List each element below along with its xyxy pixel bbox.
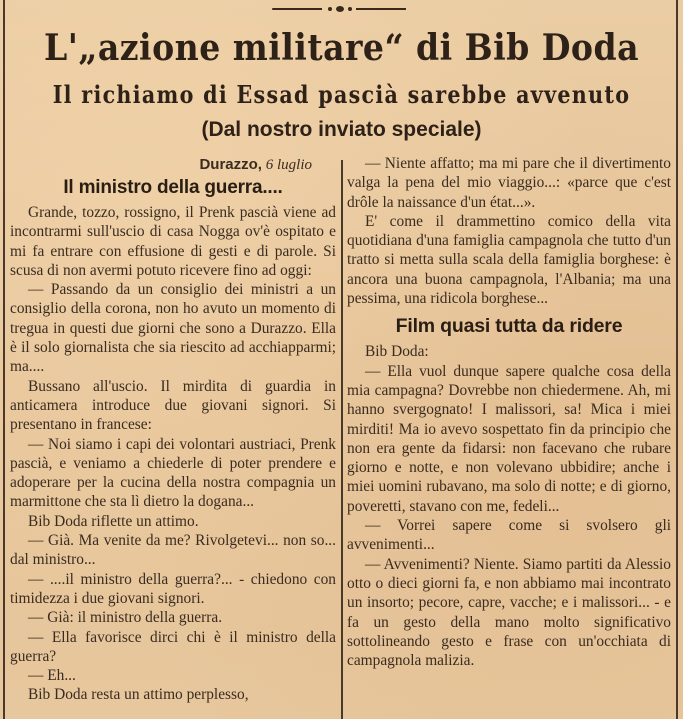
paragraph: — Eh... [28, 667, 76, 685]
paragraph: — Già. Ma venite da me? Rivolgetevi... non so... dal ministro... [10, 532, 336, 569]
article-headline: L'„azione militare“ di Bib Doda [44, 27, 639, 69]
dateline-date: 6 luglio [265, 157, 312, 173]
paragraph: — Passando da un consiglio dei ministri a un consiglio della corona, non ho avuto un momento di tregua in questi due giorni che sono a Durazzo. Ella è il solo giornalista che sia riescito ad acchiapparmi; ma.... [10, 281, 336, 376]
ornament-divider-icon [272, 6, 406, 12]
article-subheadline: Il richiamo di Essad pascià sarebbe avvenuto [52, 80, 631, 109]
left-column-rule [3, 0, 5, 719]
right-column [347, 154, 671, 670]
paragraph: — Noi siamo i capi dei volontari austriaci, Prenk pascià, e veniamo a chiederle di poter prendere e adoperare per la cucina della nostra compagnia un marmittone che sta lì dietro la dogana... [10, 435, 336, 511]
dateline-place: Durazzo, [199, 156, 262, 173]
paragraph: Bib Doda: [365, 343, 429, 361]
paragraph: E' come il drammettino comico della vita quotidiana d'una famiglia campagnola che tutto d'un tratto si metta sulla scala della famiglia borghese: è ancora una buona campagnola, l'Albania; ma una pessima, una ridicola borghese... [347, 212, 671, 308]
article-byline: (Dal nostro inviato speciale) [201, 118, 482, 141]
section-title-film: Film quasi tutta da ridere [395, 315, 623, 338]
paragraph: Bussano all'uscio. Il mirdita di guardia in anticamera introduce due giovani signori. Si presentano in francese: [10, 377, 336, 434]
dateline [10, 156, 336, 174]
left-column [10, 156, 336, 705]
paragraph: — Niente affatto; ma mi pare che il divertimento valga la pena del mio viaggio...: «parce que c'est drôle la naissance d'un état...». [347, 155, 671, 211]
paragraph: — Ella favorisce dirci chi è il ministro della guerra? [10, 628, 336, 665]
section-title-ministro: Il ministro della guerra.... [63, 177, 283, 198]
paragraph: Grande, tozzo, rossigno, il Prenk pascià viene ad incontrarmi sull'uscio di casa Nogga ov'è ospitato e mi fa entrare con effusione di gesti e di parole. Si scusa di non avermi potuto ricevere fino ad oggi: [10, 204, 336, 279]
right-column-rule [676, 0, 678, 719]
paragraph: Bib Doda resta un attimo perplesso, [28, 686, 249, 704]
paragraph: — ....il ministro della guerra?... - chiedono con timidezza i due giovani signori. [10, 570, 336, 607]
center-column-divider [341, 160, 343, 719]
paragraph: — Vorrei sapere come si svolsero gli avvenimenti... [347, 517, 671, 554]
paragraph: — Avvenimenti? Niente. Siamo partiti da Alessio otto o dieci giorni fa, e non abbiamo mai incontrato un insorto; pecore, capre, vacche; e i malissori... - e fa un gesto della mano molto significativo sottolineando gesto e frase con un'occhiata di campagnola malizia. [347, 555, 671, 670]
paragraph: — Già: il ministro della guerra. [28, 609, 223, 627]
paragraph: Bib Doda riflette un attimo. [28, 512, 199, 530]
paragraph: — Ella vuol dunque sapere qualche cosa della mia campagna? Dovrebbe non chiedermene. Ah, mi hanno svergognato! I malissori, sa! Mica i miei mirditi! Ma io avevo sospettato fin da principio che non era gente da fidarsi: non facevano che rubare giorno e notte, e non volevano ubbidire; anche i miei uomini rubavano, ma solo di notte; e di giorno, poveretti, stavano con me, fedeli... [347, 362, 671, 515]
